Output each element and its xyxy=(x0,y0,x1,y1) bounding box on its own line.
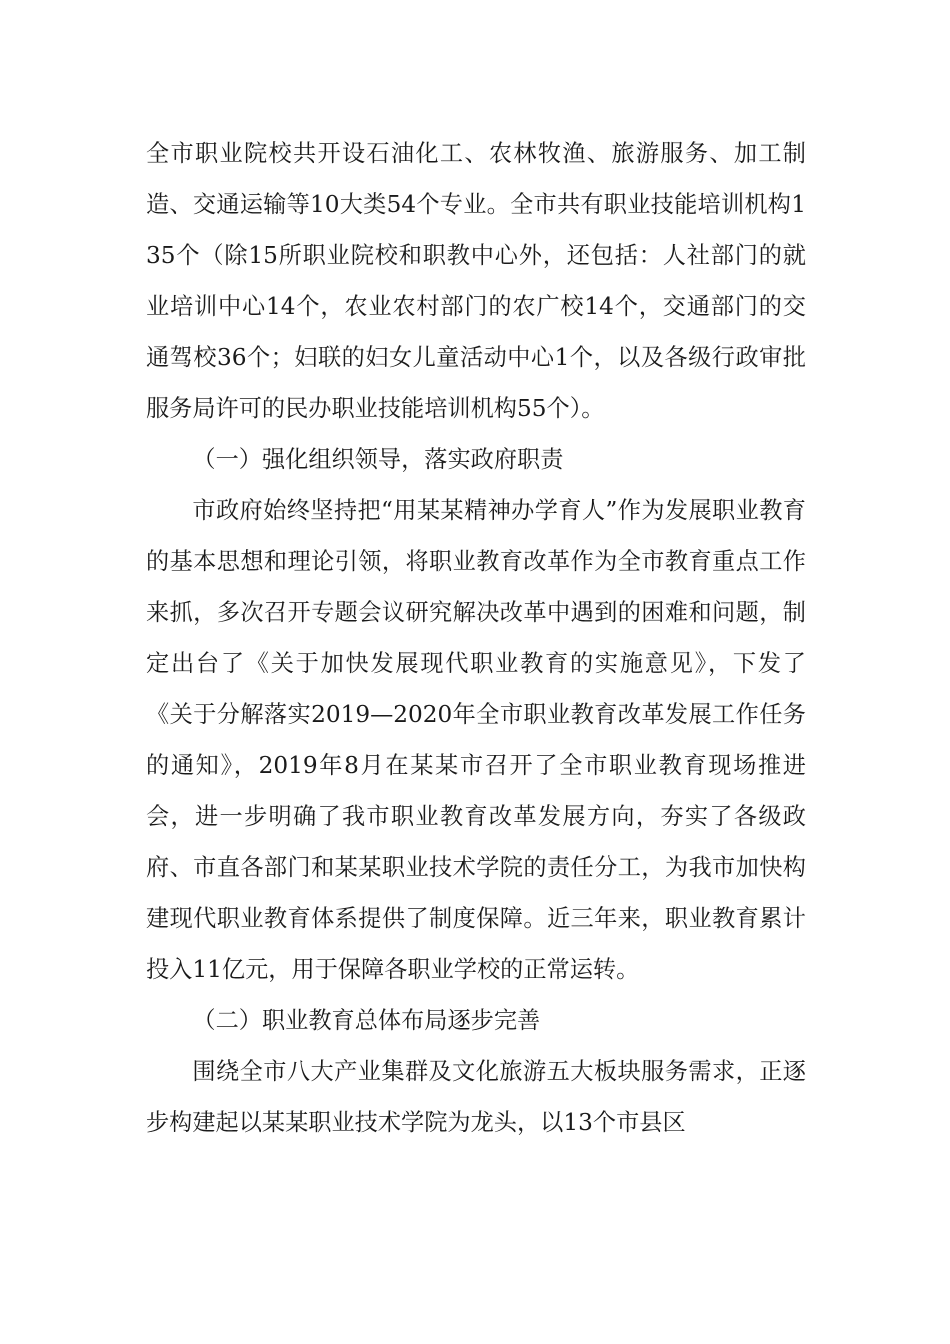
document-body xyxy=(146,128,806,1148)
body-paragraph: 全市职业院校共开设石油化工、农林牧渔、旅游服务、加工制造、交通运输等10大类54个专业。全市共有职业技能培训机构135个（除15所职业院校和职教中心外，还包括：人社部门的就业培训中心14个，农业农村部门的农广校14个，交通部门的交通驾校36个；妇联的妇女儿童活动中心1个，以及各级行政审批服务局许可的民办职业技能培训机构55个）。 xyxy=(146,140,806,422)
body-paragraph: 围绕全市八大产业集群及文化旅游五大板块服务需求，正逐步构建起以某某职业技术学院为龙头，以13个市县区 xyxy=(146,1058,806,1136)
body-paragraph: 市政府始终坚持把“用某某精神办学育人”作为发展职业教育的基本思想和理论引领，将职业教育改革作为全市教育重点工作来抓，多次召开专题会议研究解决改革中遇到的困难和问题，制定出台了《关于加快发展现代职业教育的实施意见》，下发了《关于分解落实2019—2020年全市职业教育改革发展工作任务的通知》，2019年8月在某某市召开了全市职业教育现场推进会，进一步明确了我市职业教育改革发展方向，夯实了各级政府、市直各部门和某某职业技术学院的责任分工，为我市加快构建现代职业教育体系提供了制度保障。近三年来，职业教育累计投入11亿元，用于保障各职业学校的正常运转。 xyxy=(146,497,806,983)
section-heading: （二）职业教育总体布局逐步完善 xyxy=(192,1007,541,1034)
section-heading: （一）强化组织领导，落实政府职责 xyxy=(192,446,564,473)
